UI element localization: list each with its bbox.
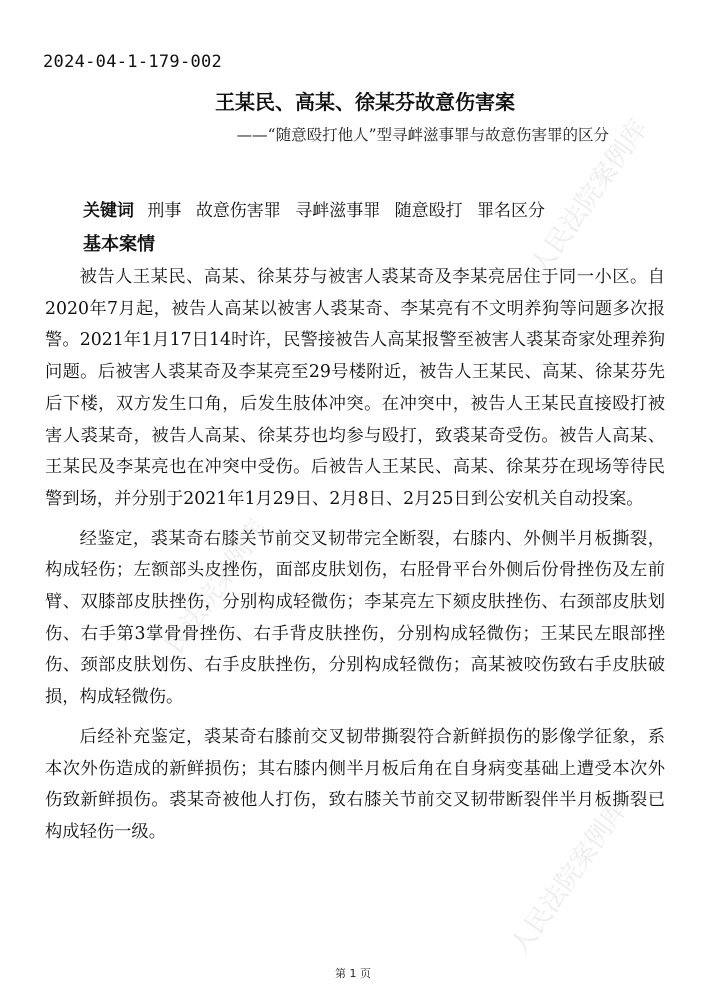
keyword-item: 罪名区分 — [477, 201, 546, 221]
case-subtitle: ——“随意殴打他人”型寻衅滋事罪与故意伤害罪的区分 — [236, 126, 609, 144]
body-paragraph: 被告人王某民、高某、徐某芬与被害人裘某奇及李某亮居住于同一小区。自2020年7月起，被告人高某以被害人裘某奇、李某亮有不文明养狗等问题多次报警。2021年1月17日14时许，民警接被告人高某报警至被害人裘某奇家处理养狗问题。后被害人裘某奇及李某亮至29号楼附近，被告人王某民、高某、徐某芬先后下楼，双方发生口角，后发生肢体冲突。在冲突中，被告人王某民直接殴打被害人裘某奇，被告人高某、徐某芬也均参与殴打，致裘某奇受伤。被告人高某、王某民及李某亮也在冲突中受伤。后被告人王某民、高某、徐某芬在现场等待民警到场，并分别于2021年1月29日、2月8日、2月25日到公安机关自动投案。 — [45, 267, 665, 509]
keyword-item: 刑事 — [147, 201, 182, 221]
watermark-text: 人民法院案例库 — [524, 114, 654, 281]
watermark-text: 人民法院案例库 — [144, 514, 274, 681]
keyword-item: 寻衅滋事罪 — [295, 201, 381, 221]
page-number: 第 1 页 — [335, 967, 371, 980]
watermark-text: 人民法院案例库 — [504, 794, 634, 961]
keyword-item: 故意伤害罪 — [195, 201, 281, 221]
case-title: 王某民、高某、徐某芬故意伤害案 — [215, 90, 515, 114]
keyword-item: 随意殴打 — [394, 201, 463, 221]
section-heading-basic-facts: 基本案情 — [83, 234, 155, 255]
keywords-label: 关键词 — [83, 201, 134, 221]
body-paragraph: 后经补充鉴定，裘某奇右膝前交叉韧带撕裂符合新鲜损伤的影像学征象，系本次外伤造成的新鲜损伤；其右膝内侧半月板后角在自身病变基础上遭受本次外伤致新鲜损伤。裘某奇被他人打伤，致右膝关节前交叉韧带断裂伴半月板撕裂已构成轻伤一级。 — [45, 726, 665, 842]
body-paragraph: 经鉴定，裘某奇右膝关节前交叉韧带完全断裂，右膝内、外侧半月板撕裂，构成轻伤；左额部头皮挫伤，面部皮肤划伤，右胫骨平台外侧后份骨挫伤及左前臂、双膝部皮肤挫伤，分别构成轻微伤；李某亮左下颏皮肤挫伤、右颈部皮肤划伤、右手第3掌骨骨挫伤、右手背皮肤挫伤，分别构成轻微伤；王某民左眼部挫伤、颈部皮肤划伤、右手皮肤挫伤，分别构成轻微伤；高某被咬伤致右手皮肤破损，构成轻微伤。 — [45, 528, 665, 708]
case-facts-body — [45, 262, 665, 857]
keywords-line — [83, 196, 554, 221]
case-number: 2024-04-1-179-002 — [43, 52, 223, 72]
